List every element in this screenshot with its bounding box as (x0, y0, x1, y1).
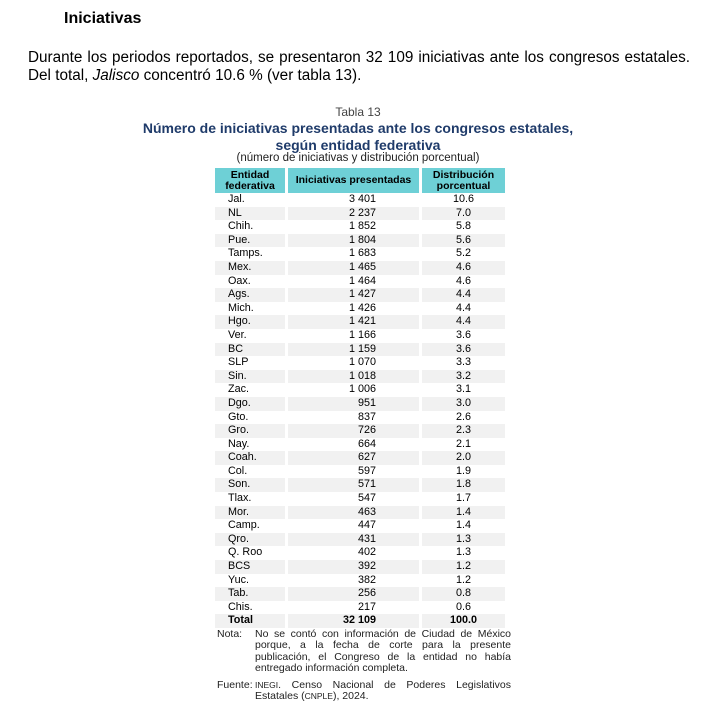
count-cell: 447 (357, 519, 376, 532)
pct-cell: 1.3 (455, 546, 471, 559)
table-row (215, 519, 505, 533)
source-label: Fuente: (217, 679, 253, 691)
header-entity-line2: federativa (225, 179, 275, 192)
table-row (215, 343, 505, 357)
pct-cell: 5.6 (422, 234, 505, 248)
pct-cell: 2.6 (455, 410, 471, 423)
entity-cell: Q. Roo (228, 546, 263, 559)
entity-cell: Pue. (215, 234, 285, 248)
table-row (215, 451, 505, 465)
pct-cell: 3.6 (422, 343, 505, 357)
table-row (215, 492, 505, 506)
entity-cell: Chih. (228, 220, 254, 233)
table-row (215, 247, 505, 261)
count-cell: 217 (357, 600, 376, 613)
entity-cell: Ver. (228, 328, 247, 341)
entity-cell: SLP (228, 356, 249, 369)
count-cell: 1 464 (348, 274, 376, 287)
data-table (215, 168, 505, 628)
count-cell: 382 (357, 573, 376, 586)
table-row (215, 261, 505, 275)
intro-paragraph (28, 49, 690, 85)
count-cell: 627 (288, 451, 419, 465)
count-cell: 32 109 (288, 614, 419, 628)
note-text: No se contó con información de Ciudad de México porque, a la fecha de corte para la presente publicación, el Congreso de la entidad no había entregado información completa. (255, 628, 511, 675)
pct-cell: 4.4 (422, 315, 505, 329)
entity-cell: Tamps. (228, 247, 263, 260)
header-entity-line1: Entidad (230, 168, 270, 181)
entity-cell: Mich. (228, 301, 254, 314)
table-row (215, 506, 505, 520)
count-cell: 837 (357, 410, 376, 423)
entity-cell: Coah. (215, 451, 285, 465)
table-row (215, 288, 505, 302)
entity-cell: Camp. (228, 519, 260, 532)
count-cell: 951 (288, 397, 419, 411)
count-cell: 571 (288, 478, 419, 492)
entity-cell: BCS (215, 560, 285, 574)
pct-cell: 1.4 (422, 506, 505, 520)
source-text-b: ), 2024. (332, 690, 369, 703)
pct-cell: 1.9 (455, 464, 471, 477)
table-row (215, 234, 505, 248)
pct-cell: 3.3 (455, 356, 471, 369)
table-row (215, 574, 505, 588)
pct-cell: 1.7 (455, 492, 471, 505)
entity-cell: Oax. (228, 274, 251, 287)
pct-cell: 10.6 (452, 193, 474, 205)
table-row (215, 424, 505, 438)
count-cell: 2 237 (288, 207, 419, 221)
pct-cell: 0.6 (455, 600, 471, 613)
entity-cell: Gro. (215, 424, 285, 438)
count-cell: 431 (288, 533, 419, 547)
table-row (215, 533, 505, 547)
header-entity (215, 168, 285, 193)
table-total-row (215, 614, 505, 628)
entity-cell: Dgo. (215, 397, 285, 411)
pct-cell: 5.2 (455, 247, 471, 260)
entity-cell: Son. (215, 478, 285, 492)
table-row (215, 356, 505, 370)
pct-cell: 4.4 (422, 288, 505, 302)
count-cell: 1 465 (288, 261, 419, 275)
source-org: INEGI (255, 680, 279, 690)
paragraph-text-after: concentró 10.6 % (ver tabla 13). (139, 67, 362, 84)
entity-cell: Jal. (228, 193, 245, 205)
pct-cell: 7.0 (422, 207, 505, 221)
pct-cell: 2.0 (422, 451, 505, 465)
entity-cell: Nay. (228, 437, 250, 450)
table-row (215, 465, 505, 479)
entity-cell: Tlax. (228, 492, 252, 505)
entity-cell: Yuc. (228, 573, 250, 586)
entity-cell: NL (215, 207, 285, 221)
entity-cell: Tab. (215, 587, 285, 601)
count-cell: 1 166 (348, 328, 376, 341)
count-cell: 1 006 (348, 383, 376, 396)
table-row (215, 601, 505, 615)
table-title-line2: según entidad federativa (275, 137, 441, 153)
pct-cell: 100.0 (422, 614, 505, 628)
count-cell: 1 683 (348, 247, 376, 260)
table-row (215, 275, 505, 289)
count-cell: 1 159 (288, 343, 419, 357)
count-cell: 547 (357, 492, 376, 505)
section-heading: Iniciativas (64, 10, 142, 27)
table-row (215, 397, 505, 411)
source-abbr: CNPLE (304, 691, 333, 702)
count-cell: 726 (288, 424, 419, 438)
entity-cell: Gto. (228, 410, 249, 423)
count-cell: 1 852 (348, 220, 376, 233)
pct-cell: 3.0 (422, 397, 505, 411)
table-row (215, 587, 505, 601)
table-header-row (215, 168, 505, 193)
entity-cell: Hgo. (215, 315, 285, 329)
table-body (215, 193, 505, 628)
header-pct-line2: porcentual (436, 179, 491, 192)
table-row (215, 438, 505, 452)
count-cell: 597 (357, 464, 376, 477)
pct-cell: 5.8 (455, 220, 471, 233)
pct-cell: 4.6 (422, 261, 505, 275)
table-row (215, 329, 505, 343)
table-title (0, 120, 716, 154)
header-pct (422, 168, 505, 193)
count-cell: 256 (288, 587, 419, 601)
pct-cell: 2.1 (455, 437, 471, 450)
table-row (215, 546, 505, 560)
entity-cell: Mor. (215, 506, 285, 520)
table-source (217, 680, 511, 703)
pct-cell: 4.6 (455, 274, 471, 287)
entity-cell: BC (215, 343, 285, 357)
entity-cell: Qro. (215, 533, 285, 547)
entity-cell: Total (215, 614, 285, 628)
entity-cell: Sin. (215, 370, 285, 384)
pct-cell: 0.8 (422, 587, 505, 601)
table-row (215, 560, 505, 574)
entity-cell: Ags. (215, 288, 285, 302)
header-pct-line1: Distribución (432, 168, 495, 181)
paragraph-text-before: Durante los periodos reportados, se presentaron 32 109 iniciativas ante los congresos estatales. Del total, (28, 49, 690, 84)
header-count: Iniciativas presentadas (288, 168, 419, 193)
table-row (215, 411, 505, 425)
pct-cell: 3.1 (455, 383, 471, 396)
count-cell: 1 804 (288, 234, 419, 248)
count-cell: 1 426 (348, 301, 376, 314)
table-row (215, 302, 505, 316)
table-row (215, 193, 505, 207)
pct-cell: 3.6 (455, 328, 471, 341)
entity-cell: Mex. (215, 261, 285, 275)
source-text (255, 680, 511, 703)
count-cell: 402 (357, 546, 376, 559)
source-text-a: . Censo Nacional de Poderes Legislativos Estatales ( (255, 679, 511, 703)
count-cell: 1 018 (288, 370, 419, 384)
table-row (215, 370, 505, 384)
entity-cell: Zac. (228, 383, 249, 396)
table-title-line1: Número de iniciativas presentadas ante los congresos estatales, (142, 120, 574, 136)
entity-cell: Col. (228, 464, 248, 477)
count-cell: 463 (288, 506, 419, 520)
entity-cell: Chis. (228, 600, 253, 613)
note-label: Nota: (217, 628, 243, 640)
count-cell: 3 401 (348, 193, 376, 205)
table-note (217, 629, 511, 675)
count-cell: 392 (288, 560, 419, 574)
table-row (215, 315, 505, 329)
pct-cell: 1.4 (455, 519, 471, 532)
table-number: Tabla 13 (335, 105, 381, 119)
pct-cell: 1.2 (455, 573, 471, 586)
count-cell: 1 421 (288, 315, 419, 329)
count-cell: 1 070 (348, 356, 376, 369)
pct-cell: 1.3 (422, 533, 505, 547)
count-cell: 1 427 (288, 288, 419, 302)
table-row (215, 220, 505, 234)
pct-cell: 1.2 (422, 560, 505, 574)
pct-cell: 2.3 (422, 424, 505, 438)
table-row (215, 383, 505, 397)
count-cell: 664 (357, 437, 376, 450)
table-row (215, 207, 505, 221)
table-subtitle: (número de iniciativas y distribución porcentual) (236, 152, 480, 164)
table-row (215, 478, 505, 492)
paragraph-italic-jalisco: Jalisco (92, 67, 140, 84)
pct-cell: 4.4 (455, 301, 471, 314)
pct-cell: 1.8 (422, 478, 505, 492)
pct-cell: 3.2 (422, 370, 505, 384)
